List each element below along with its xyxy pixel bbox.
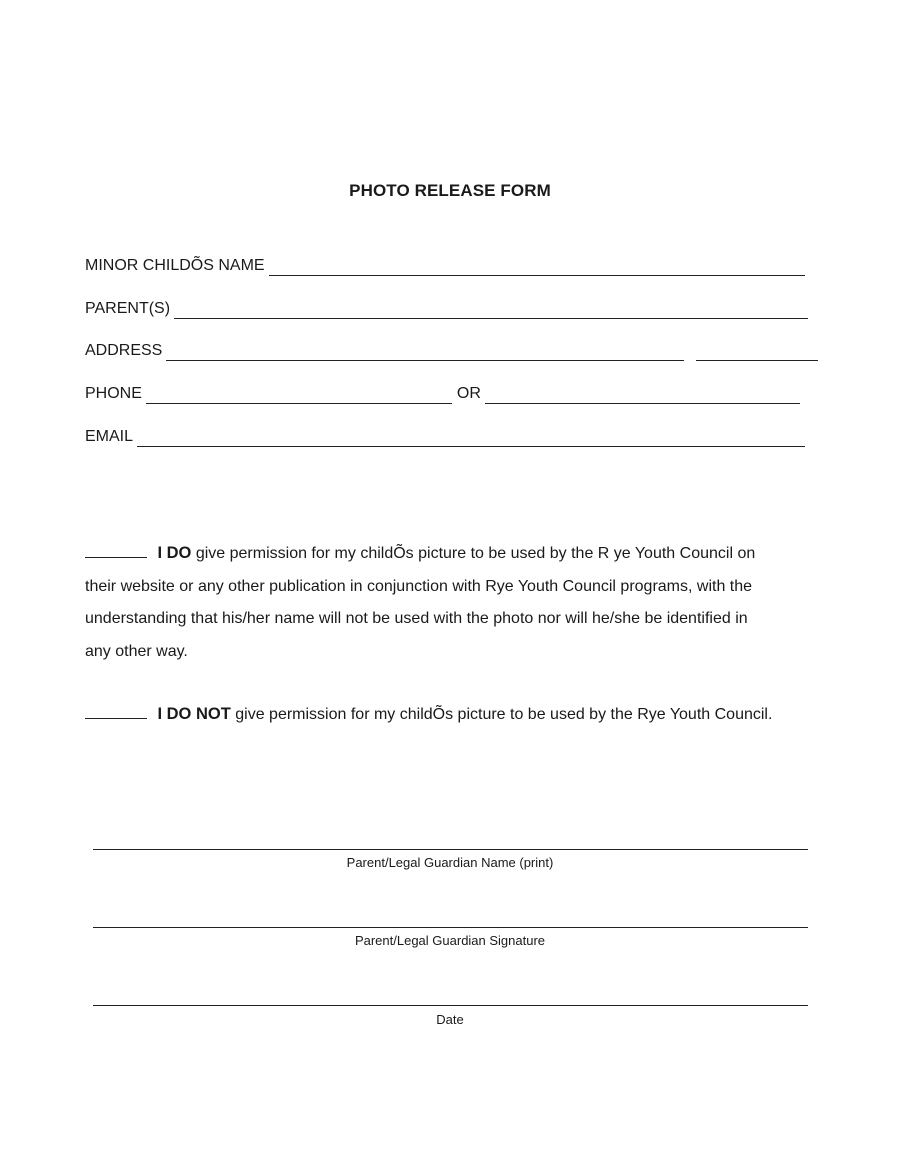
- i-do-text-1: give permission for my childÕs picture to be used by the R ye Youth Council on: [195, 545, 756, 562]
- phone-or-label: OR: [456, 385, 481, 402]
- guardian-name-label: Parent/Legal Guardian Name (print): [346, 855, 554, 870]
- consent-i-do-line-2: their website or any other publication in conjunction with Rye Youth Council programs, with the: [85, 577, 753, 595]
- address-label: ADDRESS: [85, 342, 163, 359]
- consent-i-do-not-paragraph: [85, 698, 805, 732]
- email-row: [85, 425, 805, 447]
- consent-i-do-line-3: understanding that his/her name will not be used with the photo nor will he/she be identified in: [85, 610, 748, 627]
- phone-alt-field[interactable]: [485, 387, 800, 404]
- i-do-not-initial-blank[interactable]: [85, 704, 147, 719]
- i-do-label: I DO: [157, 544, 192, 562]
- address-row: [85, 339, 818, 361]
- i-do-not-label: I DO NOT: [157, 705, 231, 723]
- i-do-not-text: give permission for my childÕs picture to be used by the Rye Youth Council.: [235, 706, 773, 723]
- minor-child-name-row: [85, 254, 805, 276]
- phone-label: PHONE: [85, 385, 142, 402]
- address-secondary-field[interactable]: [696, 344, 818, 361]
- consent-i-do-line-1: [85, 537, 805, 571]
- consent-i-do-line-4: any other way.: [85, 642, 188, 660]
- i-do-initial-blank[interactable]: [85, 543, 147, 558]
- date-label: Date: [436, 1012, 464, 1027]
- guardian-signature-label: Parent/Legal Guardian Signature: [354, 933, 546, 948]
- guardian-signature-line[interactable]: [93, 927, 808, 928]
- phone-field[interactable]: [146, 387, 452, 404]
- parents-row: [85, 297, 808, 319]
- parents-label: PARENT(S): [85, 300, 171, 317]
- minor-child-name-label: MINOR CHILDÕS NAME: [85, 257, 265, 274]
- consent-i-do-paragraph: [85, 537, 805, 668]
- address-field[interactable]: [166, 344, 684, 361]
- parents-field[interactable]: [174, 302, 808, 319]
- phone-row: [85, 382, 800, 404]
- date-line[interactable]: [93, 1005, 808, 1006]
- email-label: EMAIL: [85, 428, 134, 445]
- minor-child-name-field[interactable]: [269, 259, 805, 276]
- email-field[interactable]: [137, 430, 805, 447]
- form-title: PHOTO RELEASE FORM: [349, 181, 551, 200]
- guardian-name-line[interactable]: [93, 849, 808, 850]
